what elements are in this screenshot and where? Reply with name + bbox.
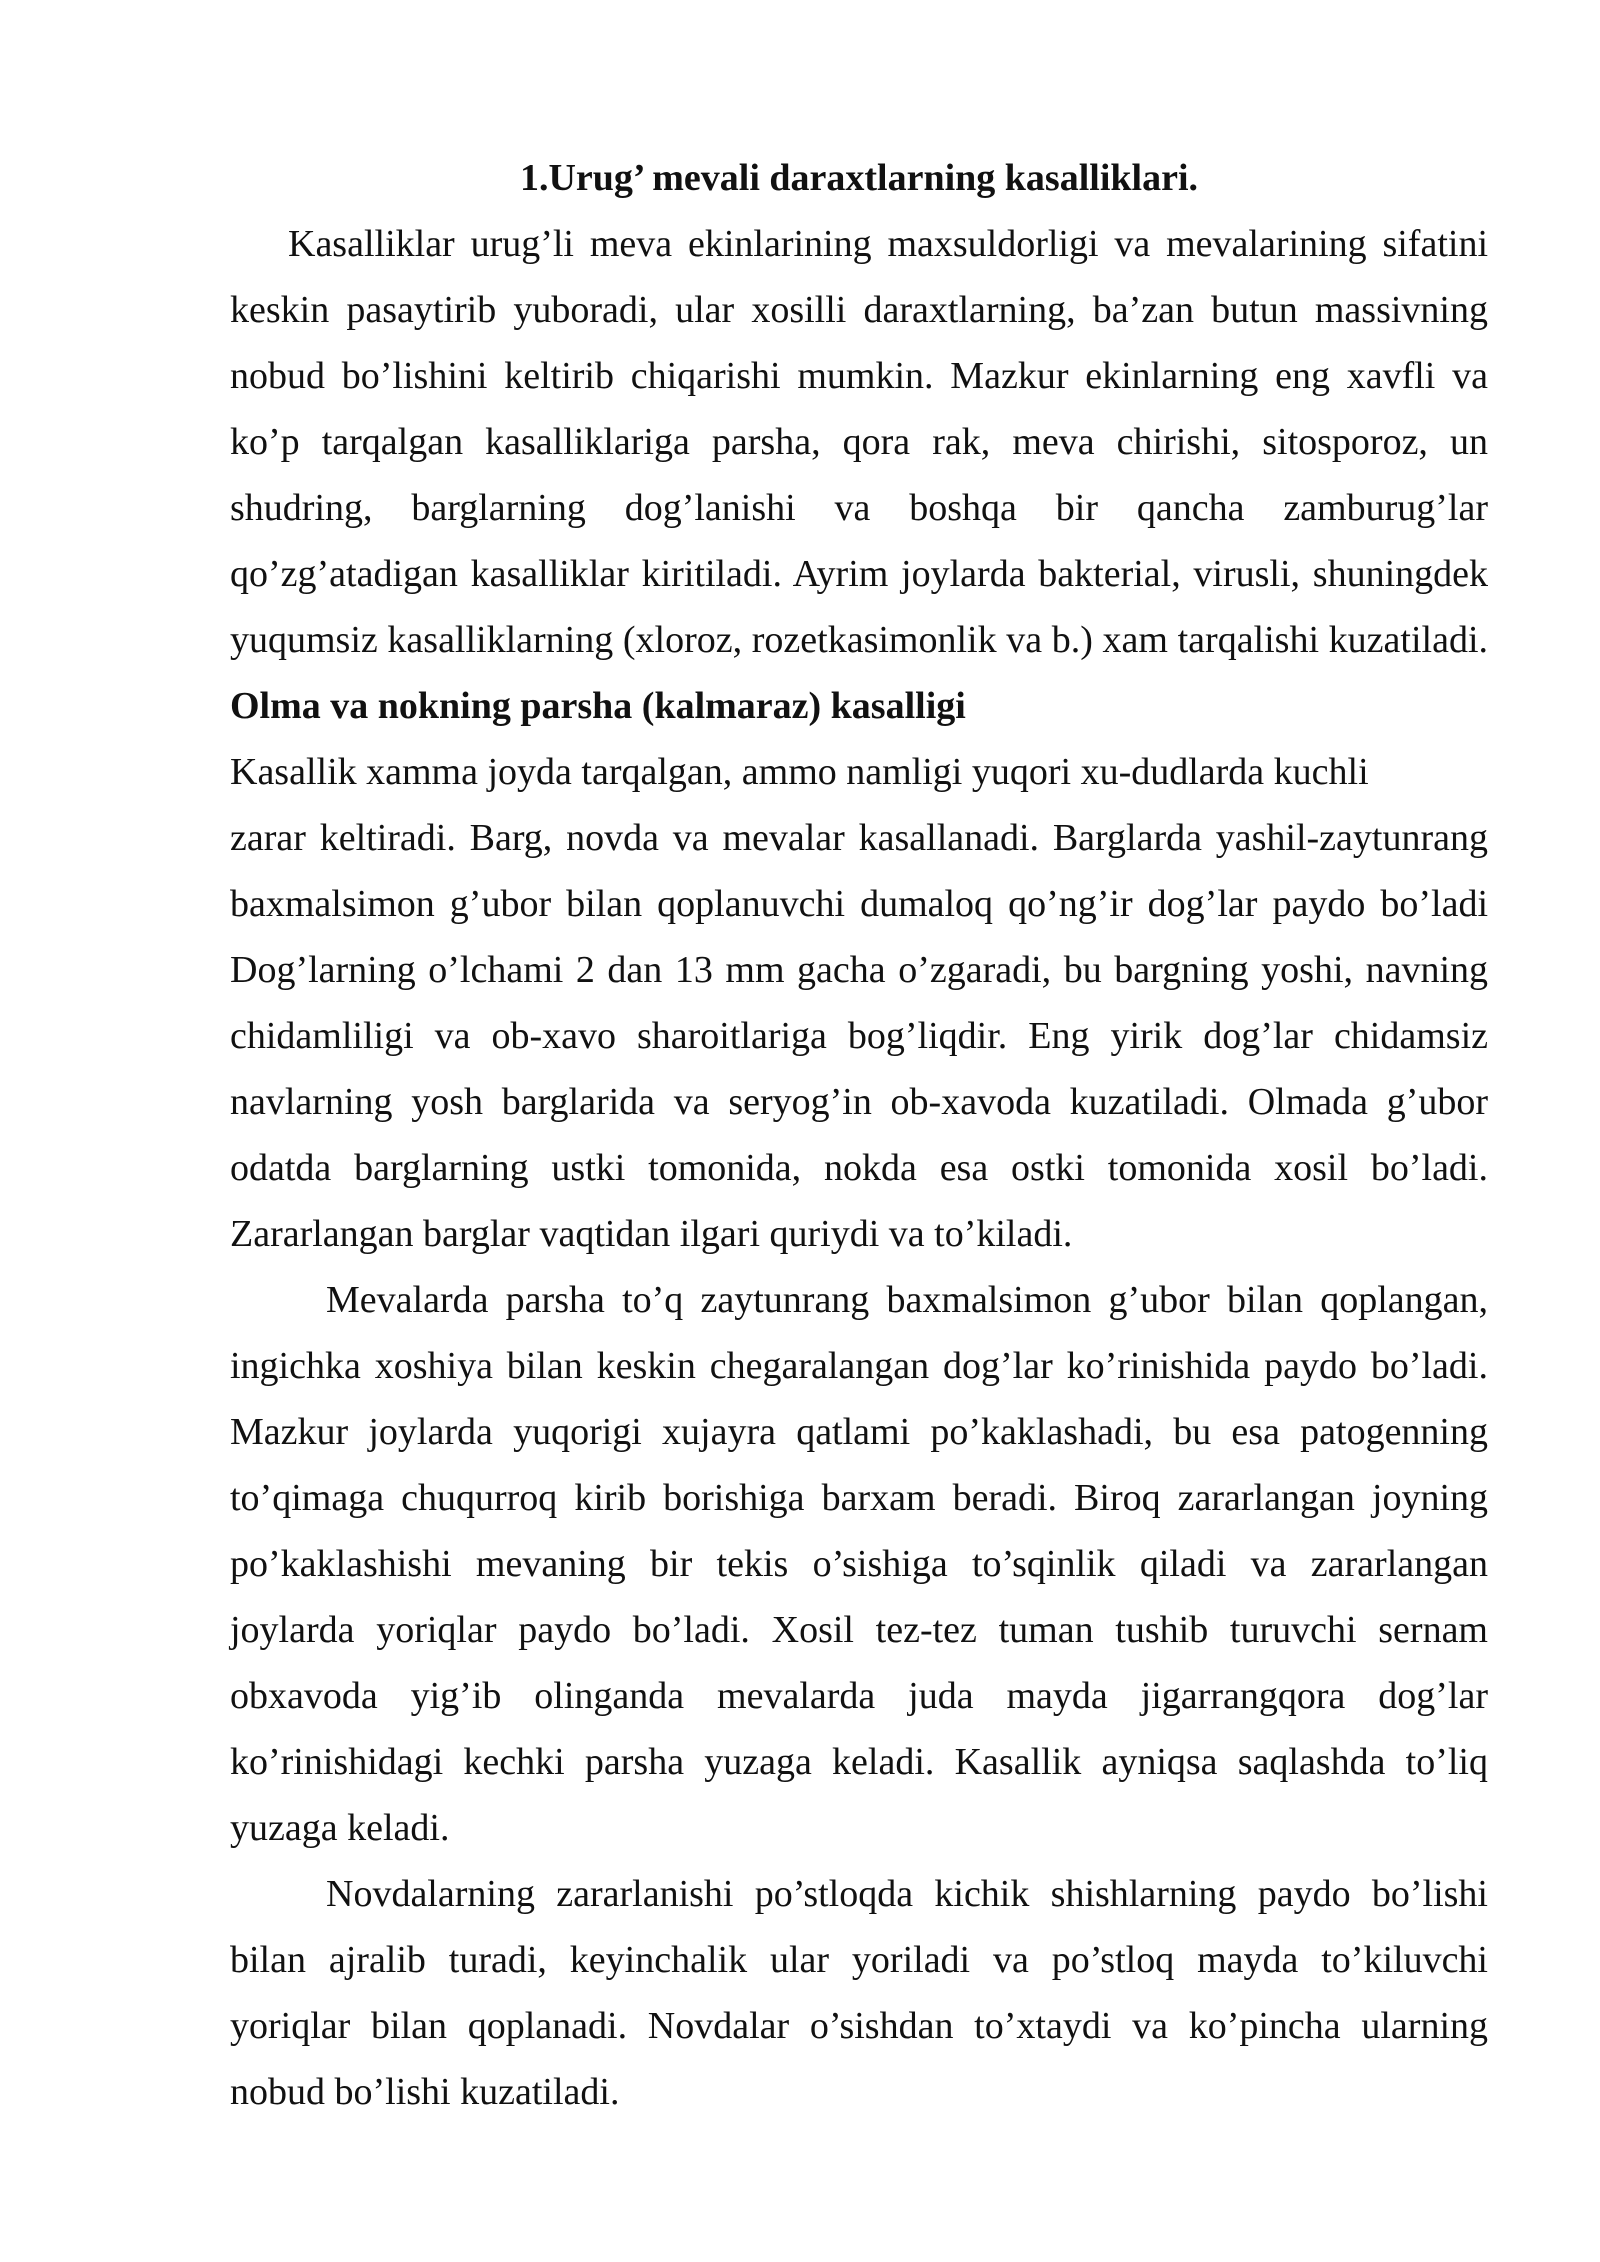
page-title: 1.Urug’ mevali daraxtlarning kasalliklari.: [519, 157, 1199, 199]
intro-text: Kasalliklar urug’li meva ekinlarining maxsuldorligi va mevalarining sifatini keskin pasaytirib yuboradi, ular xosilli daraxtlarning, ba’zan butun massivning nobud bo’lishini keltirib chiqarishi mumkin. Mazkur ekinlarning eng xavfli va ko’p tarqalgan kasalliklariga parsha, qora rak, meva chirishi, sitosporoz, un shudring, barglarning dog’lanishi va boshqa bir qancha zamburug’lar qo’zg’atadigan kasalliklar kiritiladi. Ayrim joylarda bakterial, virusli, shuningdek yuqumsiz kasalliklarning (xloroz, rozetkasimonlik va b.) xam tarqalishi kuzatiladi.: [230, 223, 1488, 661]
paragraph-fruit-symptoms: Mevalarda parsha to’q zaytunrang baxmalsimon g’ubor bilan qoplangan, ingichka xoshiya bilan keskin chegaralangan dog’lar ko’rinishida paydo bo’ladi. Mazkur joylarda yuqorigi xujayra qatlami po’kaklashadi, bu esa patogenning to’qimaga chuqurroq kirib borishiga barxam beradi. Biroq zararlangan joyning po’kaklashishi mevaning bir tekis o’sishiga to’sqinlik qiladi va zararlangan joylarda yoriqlar paydo bo’ladi. Xosil tez-tez tuman tushib turuvchi sernam obxavoda yig’ib olinganda mevalarda juda mayda jigarrangqora dog’lar ko’rinishidagi kechki parsha yuzaga keladi. Kasallik ayniqsa saqlashda to’liq yuzaga keladi.: [230, 1279, 1488, 1849]
paragraph-shoot-symptoms: Novdalarning zararlanishi po’stloqda kichik shishlarning paydo bo’lishi bilan ajralib turadi, keyinchalik ular yoriladi va po’stloq mayda to’kiluvchi yoriqlar bilan qoplanadi. Novdalar o’sishdan to’xtaydi va ko’pincha ularning nobud bo’lishi kuzatiladi.: [230, 1873, 1488, 2113]
paragraph-leaf-symptoms: [230, 739, 1488, 1267]
page-content: [230, 145, 1488, 2125]
section-heading: Olma va nokning parsha (kalmaraz) kasalligi: [230, 685, 966, 727]
paragraph-first-line: Kasallik xamma joyda tarqalgan, ammo namligi yuqori xu-dudlarda kuchli: [230, 751, 1369, 793]
intro-paragraph: [230, 211, 1488, 739]
paragraph-body: zarar keltiradi. Barg, novda va mevalar kasallanadi. Barglarda yashil-zaytunrang baxmalsimon g’ubor bilan qoplanuvchi dumaloq qo’ng’ir dog’lar paydo bo’ladi Dog’larning o’lchami 2 dan 13 mm gacha o’zgaradi, bu bargning yoshi, navning chidamliligi va ob-xavo sharoitlariga bog’liqdir. Eng yirik dog’lar chidamsiz navlarning yosh barglarida va seryog’in ob-xavoda kuzatiladi. Olmada g’ubor odatda barglarning ustki tomonida, nokda esa ostki tomonida xosil bo’ladi. Zararlangan barglar vaqtidan ilgari quriydi va to’kiladi.: [230, 817, 1488, 1255]
